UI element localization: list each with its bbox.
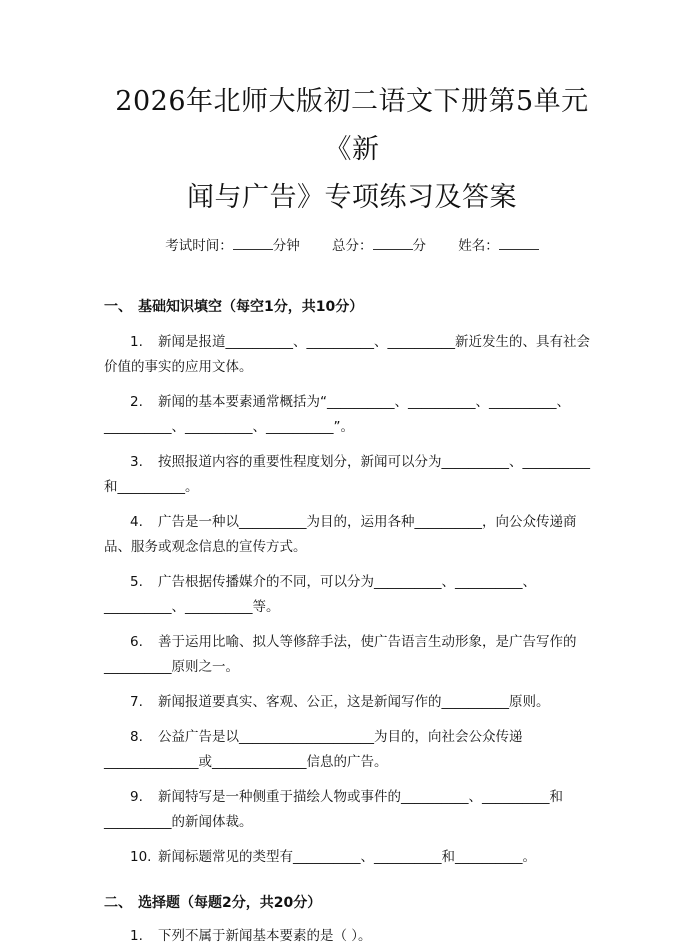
question-text: 广告是一种以__________为目的，运用各种__________，向公众传递商品、服务或观念信息的宣传方式。 <box>104 514 577 555</box>
question-number: 8. <box>130 729 143 745</box>
section-1-questions <box>104 330 600 870</box>
exam-time-unit: 分钟 <box>272 238 300 254</box>
name-label: 姓名： <box>458 238 499 254</box>
question-text: 下列不属于新闻基本要素的是（ ）。 <box>158 928 372 944</box>
name-blank <box>499 236 539 250</box>
question-text: 按照报道内容的重要性程度划分，新闻可以分为__________、__________和__________。 <box>104 454 590 495</box>
section-2-number: 二、 <box>104 895 132 911</box>
question-item <box>104 630 600 680</box>
exam-time-field <box>165 236 300 256</box>
question-text: 新闻是报道__________、__________、__________新近发生的、具有社会价值的事实的应用文体。 <box>104 334 590 375</box>
total-score-label: 总分： <box>332 238 373 254</box>
question-number: 10. <box>130 849 152 865</box>
section-2-title: 选择题（每题2分，共20分） <box>138 895 322 911</box>
section-1-number: 一、 <box>104 299 132 315</box>
question-number: 3. <box>130 454 143 470</box>
total-score-unit: 分 <box>412 238 426 254</box>
question-number: 9. <box>130 789 143 805</box>
question-text: 公益广告是以____________________为目的，向社会公众传递______________或______________信息的广告。 <box>104 729 523 770</box>
question-text: 新闻标题常见的类型有__________、__________和__________。 <box>158 849 536 865</box>
section-2-heading <box>104 892 600 914</box>
question-number: 6. <box>130 634 143 650</box>
question-item <box>104 510 600 560</box>
title-line-2: 闻与广告》专项练习及答案 <box>187 182 517 213</box>
question-text: 广告根据传播媒介的不同，可以分为__________、__________、__________、__________等。 <box>104 574 536 615</box>
name-field <box>458 236 539 256</box>
question-number: 2. <box>130 394 143 410</box>
question-item <box>104 390 600 440</box>
question-number: 1. <box>130 928 143 944</box>
question-text: 新闻的基本要素通常概括为“__________、__________、__________、__________、__________、__________”。 <box>104 394 570 435</box>
section-2-questions <box>104 924 600 949</box>
exam-meta <box>104 236 600 256</box>
document-title <box>104 0 600 222</box>
section-1-title: 基础知识填空（每空1分，共10分） <box>138 299 364 315</box>
total-score-field <box>332 236 426 256</box>
exam-time-label: 考试时间： <box>165 238 233 254</box>
question-item <box>104 725 600 775</box>
question-number: 5. <box>130 574 143 590</box>
question-text: 新闻特写是一种侧重于描绘人物或事件的__________、__________和__________的新闻体裁。 <box>104 789 563 830</box>
total-score-blank <box>373 236 413 250</box>
question-item <box>104 570 600 620</box>
section-1-heading <box>104 296 600 318</box>
question-item <box>104 690 600 715</box>
question-item <box>104 785 600 835</box>
title-line-1: 2026年北师大版初二语文下册第5单元《新 <box>115 86 589 165</box>
question-item <box>104 450 600 500</box>
question-number: 4. <box>130 514 143 530</box>
question-item <box>104 924 600 949</box>
question-text: 善于运用比喻、拟人等修辞手法，使广告语言生动形象，是广告写作的__________原则之一。 <box>104 634 577 675</box>
question-item <box>104 330 600 380</box>
question-number: 1. <box>130 334 143 350</box>
question-text: 新闻报道要真实、客观、公正，这是新闻写作的__________原则。 <box>158 694 550 710</box>
exam-time-blank <box>233 236 273 250</box>
question-item <box>104 845 600 870</box>
question-number: 7. <box>130 694 143 710</box>
